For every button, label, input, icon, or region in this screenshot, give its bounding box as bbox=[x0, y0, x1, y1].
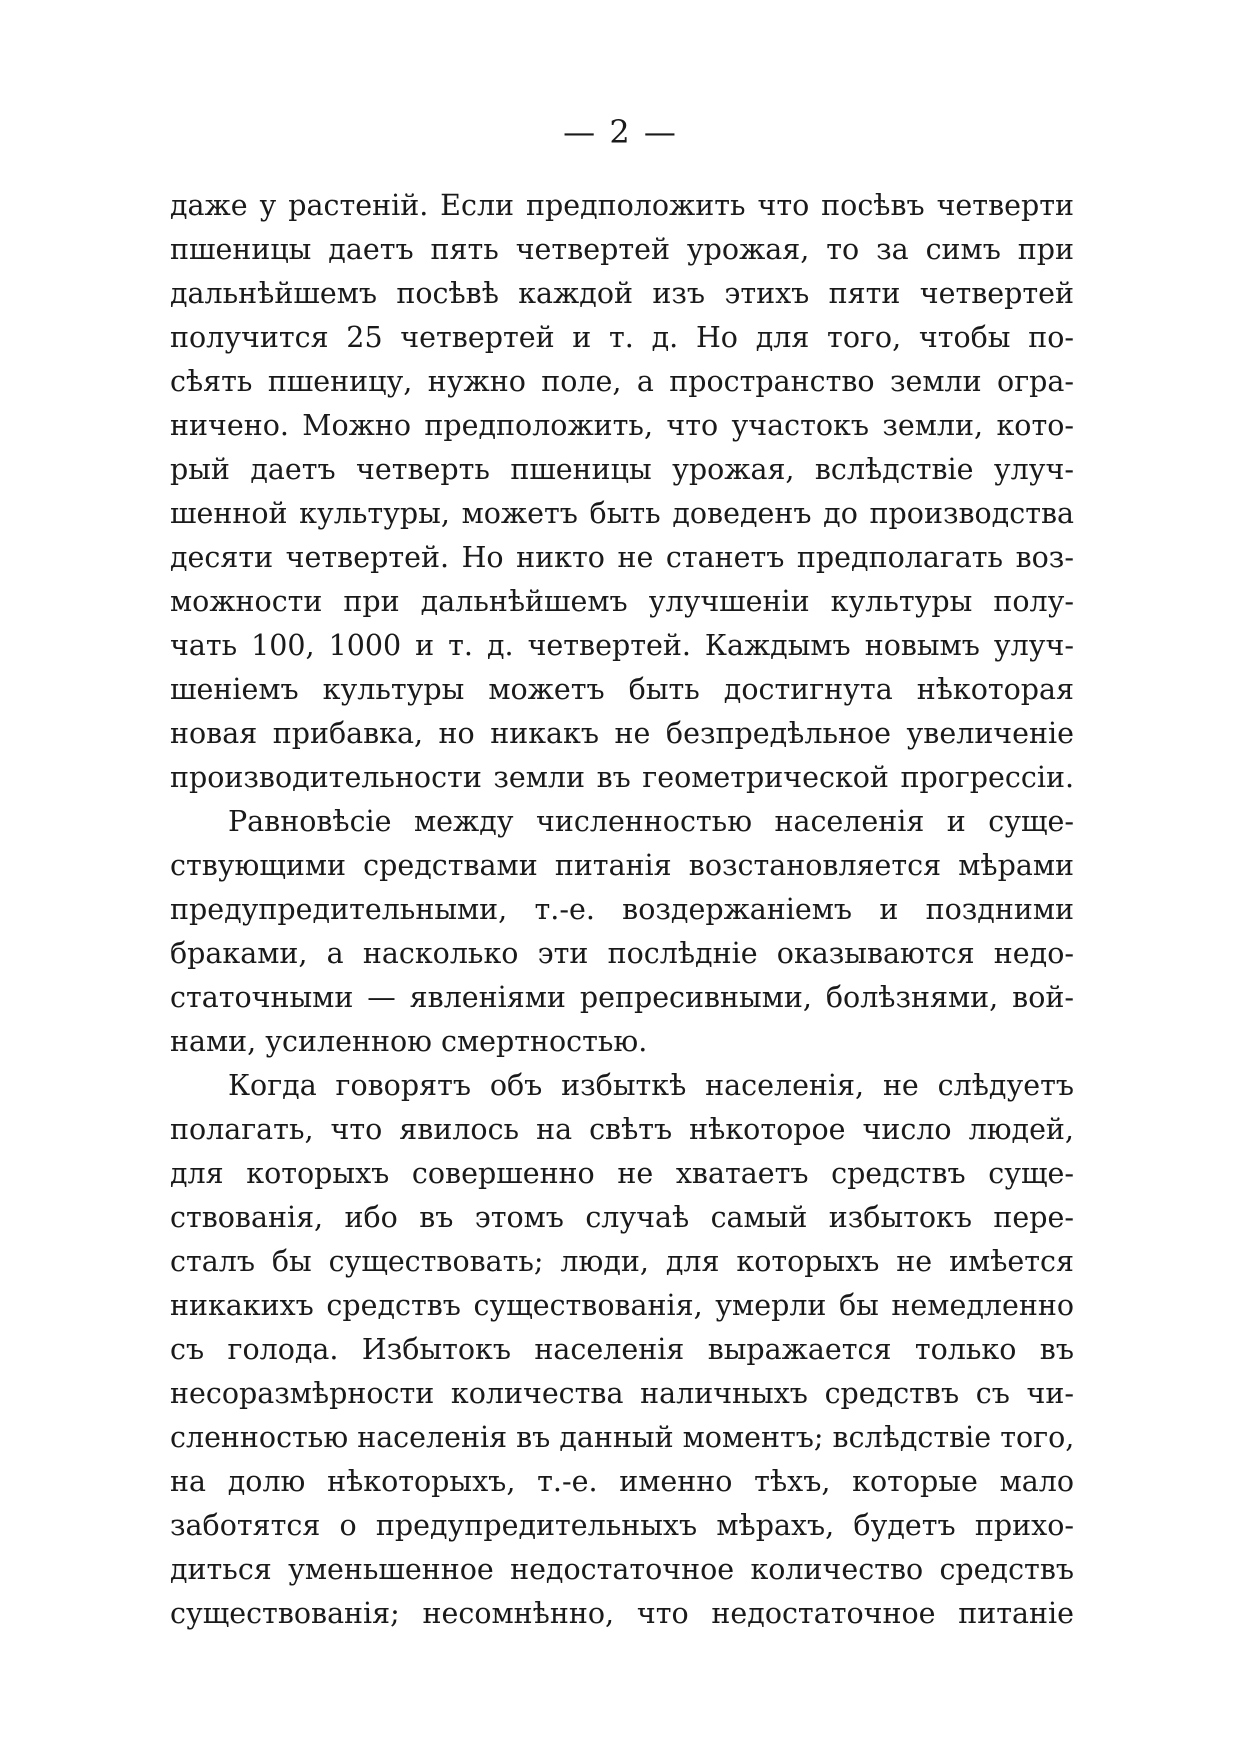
text-line: Когда говорятъ объ избыткѣ населенія, не слѣдуетъ bbox=[228, 1069, 1074, 1102]
text-line: чать 100, 1000 и т. д. четвертей. Каждымъ новымъ улуч- bbox=[170, 629, 1074, 662]
text-line: нами, усиленною смертностью. bbox=[170, 1025, 648, 1058]
text-line: статочными — явленіями репресивными, болѣзнями, вой- bbox=[170, 981, 1074, 1014]
text-line: ствованія, ибо въ этомъ случаѣ самый избытокъ пере- bbox=[170, 1201, 1074, 1234]
text-line: несоразмѣрности количества наличныхъ средствъ съ чи- bbox=[170, 1377, 1074, 1410]
paragraph-3 bbox=[170, 1064, 1074, 1636]
text-line: съ голода. Избытокъ населенія выражается только въ bbox=[170, 1333, 1074, 1366]
page-number: — 2 — bbox=[563, 113, 678, 151]
text-line: пшеницы даетъ пять четвертей урожая, то за симъ при bbox=[170, 233, 1074, 266]
paragraph-1 bbox=[170, 184, 1074, 800]
text-line: рый даетъ четверть пшеницы урожая, вслѣдствіе улуч- bbox=[170, 453, 1074, 486]
body-text bbox=[170, 184, 1074, 1636]
text-line: новая прибавка, но никакъ не безпредѣльное увеличеніе bbox=[170, 717, 1074, 750]
text-line: заботятся о предупредительныхъ мѣрахъ, будетъ прихо- bbox=[170, 1509, 1074, 1542]
text-line: ничено. Можно предположить, что участокъ земли, кото- bbox=[170, 409, 1074, 442]
text-line: ствующими средствами питанія возстановляется мѣрами bbox=[170, 849, 1074, 882]
text-line: никакихъ средствъ существованія, умерли бы немедленно bbox=[170, 1289, 1074, 1322]
text-line: сталъ бы существовать; люди, для которыхъ не имѣется bbox=[170, 1245, 1074, 1278]
text-line: на долю нѣкоторыхъ, т.-е. именно тѣхъ, которые мало bbox=[170, 1465, 1074, 1498]
paragraph-2 bbox=[170, 800, 1074, 1064]
text-line: существованія; несомнѣнно, что недостаточное питаніе bbox=[170, 1597, 1074, 1630]
text-line: сѣять пшеницу, нужно поле, а пространство земли огра- bbox=[170, 365, 1074, 398]
text-line: диться уменьшенное недостаточное количество средствъ bbox=[170, 1553, 1074, 1586]
text-line: для которыхъ совершенно не хватаетъ средствъ суще- bbox=[170, 1157, 1074, 1190]
text-line: можности при дальнѣйшемъ улучшеніи культуры полу- bbox=[170, 585, 1074, 618]
text-line: производительности земли въ геометрической прогрессіи. bbox=[170, 761, 1074, 794]
text-line: предупредительными, т.-е. воздержаніемъ и поздними bbox=[170, 893, 1074, 926]
text-line: сленностью населенія въ данный моментъ; вслѣдствіе того, bbox=[170, 1421, 1074, 1454]
text-line: дальнѣйшемъ посѣвѣ каждой изъ этихъ пяти четвертей bbox=[170, 277, 1074, 310]
text-line: даже у растеній. Если предположить что посѣвъ четверти bbox=[170, 189, 1074, 222]
text-line: шеніемъ культуры можетъ быть достигнута нѣкоторая bbox=[170, 673, 1074, 706]
text-line: шенной культуры, можетъ быть доведенъ до производства bbox=[170, 497, 1074, 530]
text-line: полагать, что явилось на свѣтъ нѣкоторое число людей, bbox=[170, 1113, 1074, 1146]
text-line: браками, а насколько эти послѣдніе оказываются недо- bbox=[170, 937, 1074, 970]
text-line: десяти четвертей. Но никто не станетъ предполагать воз- bbox=[170, 541, 1074, 574]
text-line: получится 25 четвертей и т. д. Но для того, чтобы по- bbox=[170, 321, 1074, 354]
text-line: Равновѣсіе между численностью населенія и суще- bbox=[228, 805, 1074, 838]
